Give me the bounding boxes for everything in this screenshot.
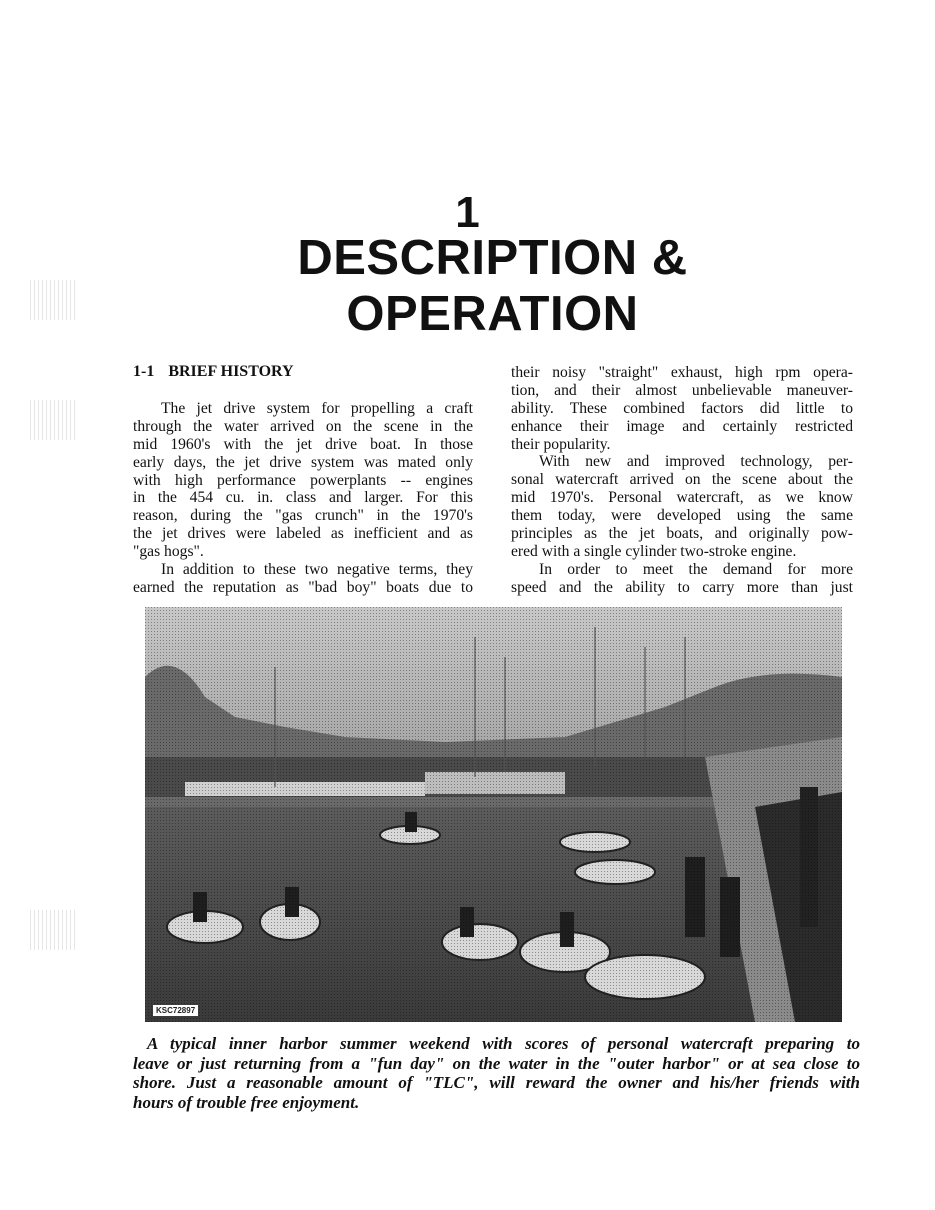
text-line: in the 454 cu. in. class and larger. For this: [133, 489, 473, 507]
text-line: early days, the jet drive system was mated only: [133, 453, 473, 471]
section-title: BRIEF HISTORY: [168, 363, 294, 380]
text-line: mid 1960's with the jet drive boat. In those: [133, 435, 473, 453]
left-column: [133, 400, 473, 597]
text-line: their noisy "straight" exhaust, high rpm opera-: [511, 364, 853, 381]
text-line: through the water arrived on the scene in the: [133, 417, 473, 435]
text-line: reason, during the "gas crunch" in the 1970's: [133, 507, 473, 525]
text-line: ered with a single cylinder two-stroke engine.: [511, 542, 797, 560]
text-line: ability. These combined factors did little to: [511, 399, 853, 417]
photo-id-label: KSC72897: [153, 1005, 198, 1016]
text-line: earned the reputation as "bad boy" boats due to: [133, 578, 473, 596]
text-line: In order to meet the demand for more: [539, 560, 853, 578]
text-line: "gas hogs".: [133, 543, 204, 561]
text-line: enhance their image and certainly restricted: [511, 417, 853, 435]
chapter-title: DESCRIPTION & OPERATION: [297, 231, 688, 341]
section-number: 1-1: [133, 363, 155, 380]
text-line: with high performance powerplants -- engines: [133, 471, 473, 489]
text-line: principles as the jet boats, and originally pow-: [511, 525, 853, 543]
caption-line: A typical inner harbor summer weekend with scores of personal watercraft preparing to: [147, 1034, 860, 1053]
text-line: them today, were developed using the same: [511, 507, 853, 525]
text-line: their popularity.: [511, 435, 611, 453]
photo-caption: [133, 1034, 860, 1112]
harbor-photo-image: [145, 607, 842, 1022]
scan-artifact: [30, 280, 75, 320]
caption-line: shore. Just a reasonable amount of "TLC", will reward the owner and his/her friends with: [133, 1073, 860, 1092]
text-line: speed and the ability to carry more than just: [511, 578, 853, 596]
text-line: tion, and their almost unbelievable maneuver-: [511, 381, 853, 399]
chapter-number: 1: [455, 188, 480, 237]
text-line: In addition to these two negative terms, they: [161, 561, 473, 579]
caption-line: leave or just returning from a "fun day" on the water in the "outer harbor" or at sea close to: [133, 1053, 860, 1073]
scan-artifact: [30, 400, 75, 440]
text-line: With new and improved technology, per-: [539, 453, 853, 471]
text-line: the jet drives were labeled as inefficient and as: [133, 525, 473, 543]
scan-artifact: [30, 910, 75, 950]
text-line: mid 1970's. Personal watercraft, as we know: [511, 489, 853, 507]
text-line: The jet drive system for propelling a craft: [161, 400, 473, 417]
caption-line: hours of trouble free enjoyment.: [133, 1092, 360, 1112]
harbor-photo: [145, 607, 842, 1022]
text-line: sonal watercraft arrived on the scene about the: [511, 471, 853, 489]
section-heading: [133, 363, 308, 381]
right-column: [511, 364, 853, 597]
